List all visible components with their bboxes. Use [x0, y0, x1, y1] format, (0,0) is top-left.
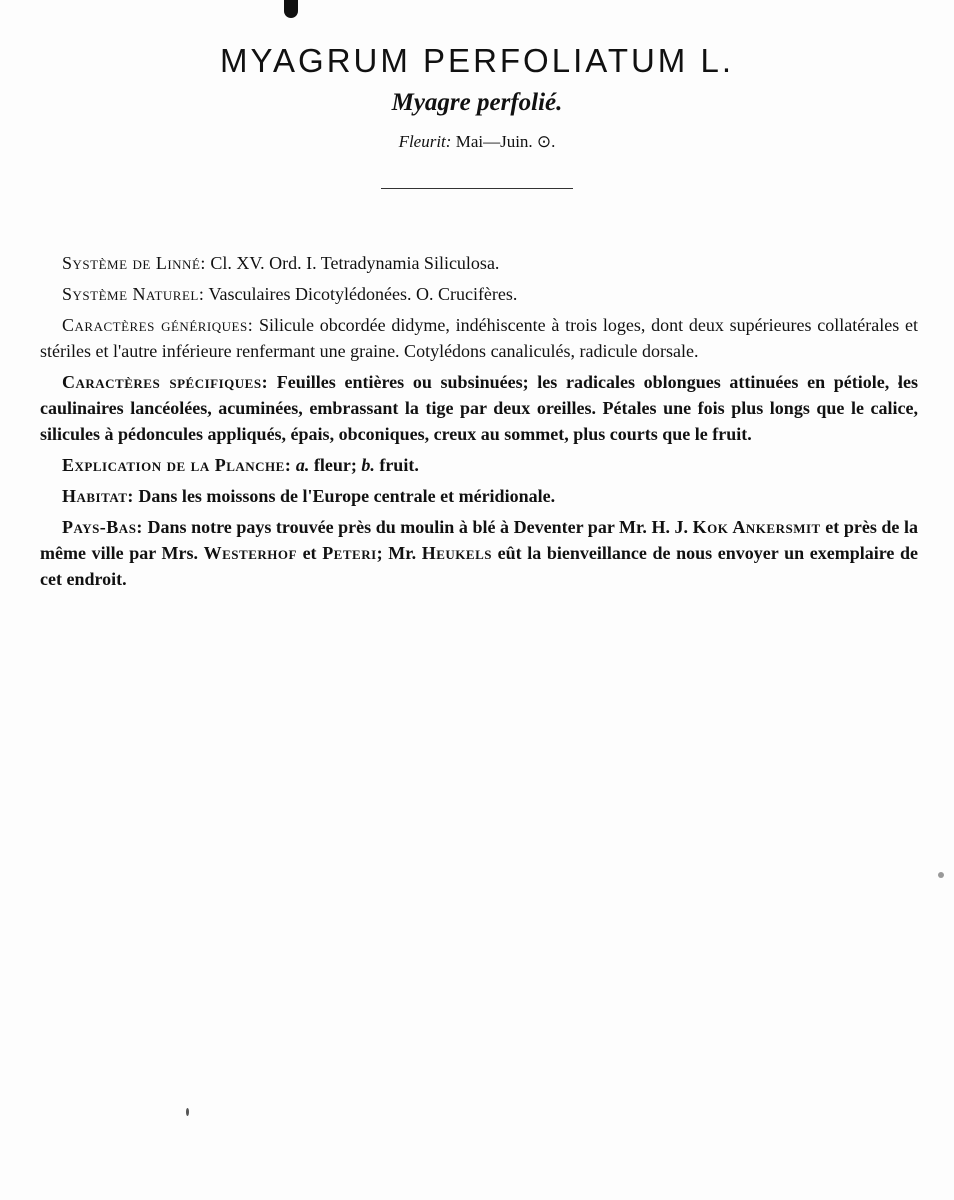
marker-a: a.	[295, 455, 310, 475]
ink-blot	[284, 0, 298, 18]
page-header	[0, 40, 954, 189]
paragraph-specifiques	[40, 369, 918, 447]
text-linne: Cl. XV. Ord. I. Tetradynamia Siliculosa.	[205, 253, 500, 273]
page-title: MYAGRUM PERFOLIATUM L.	[220, 42, 734, 79]
name-peteri: Peteri	[322, 543, 377, 563]
text-b: fruit.	[374, 455, 419, 475]
paragraph-naturel	[40, 281, 918, 307]
text-a: fleur;	[309, 455, 362, 475]
text-generiques: Silicule obcordée didyme, indéhiscente à trois loges, dont deux supérieures collatérales et stériles et l'autre inférieure renfermant une graine. Cotylédons canaliculés, radicule dorsale.	[40, 315, 918, 361]
text-naturel: Vasculaires Dicotylédonées. O. Crucifères.	[204, 284, 518, 304]
paragraph-generiques	[40, 312, 918, 364]
text-paysbas-1: Dans notre pays trouvée près du moulin à blé à Deventer par Mr. H. J.	[142, 517, 693, 537]
document-body	[40, 250, 918, 597]
text-paysbas-3: et	[296, 543, 323, 563]
label-habitat: Habitat:	[62, 486, 134, 506]
paragraph-explication	[40, 452, 918, 478]
name-westerhof: Westerhof	[203, 543, 297, 563]
label-specifiques: Caractères spécifiques:	[62, 372, 269, 392]
label-explication: Explication de la Planche:	[62, 455, 292, 475]
paper-speck	[186, 1108, 189, 1116]
text-paysbas-4: ; Mr.	[376, 543, 422, 563]
paragraph-paysbas	[40, 514, 918, 592]
flowering-value: Mai—Juin. ⊙.	[455, 132, 556, 151]
name-heukels: Heukels	[421, 543, 492, 563]
divider-rule	[381, 188, 573, 189]
label-paysbas: Pays-Bas:	[62, 517, 143, 537]
label-naturel: Système Naturel:	[62, 284, 205, 304]
text-paysbas-5: eût la bienveillance de nous envoyer un exemplaire de cet endroit.	[40, 543, 919, 589]
paragraph-linne	[40, 250, 918, 276]
paper-speck	[938, 872, 944, 878]
text-habitat: Dans les moissons de l'Europe centrale et méridionale.	[133, 486, 556, 506]
marker-b: b.	[361, 455, 375, 475]
page-subtitle: Myagre perfolié.	[391, 89, 563, 116]
text-paysbas-2: et près de la même ville par Mrs.	[40, 517, 918, 563]
name-kok-ankersmit: Kok Ankersmit	[692, 517, 821, 537]
label-linne: Système de Linné:	[62, 253, 206, 273]
text-specifiques: Feuilles entières ou subsinuées; les radicales oblongues attinuées en pétiole, les caulinaires lancéolées, acuminées, embrassant la tige par deux oreilles. Pétales une fois plus longs que le calice, silicules à pédoncules appliqués, épais, obconiques, creux au sommet, plus courts que le fruit.	[40, 372, 918, 444]
flowering-line	[0, 132, 954, 152]
flowering-label: Fleurit:	[398, 132, 452, 151]
label-generiques: Caractères génériques:	[62, 315, 254, 335]
paragraph-habitat	[40, 483, 918, 509]
